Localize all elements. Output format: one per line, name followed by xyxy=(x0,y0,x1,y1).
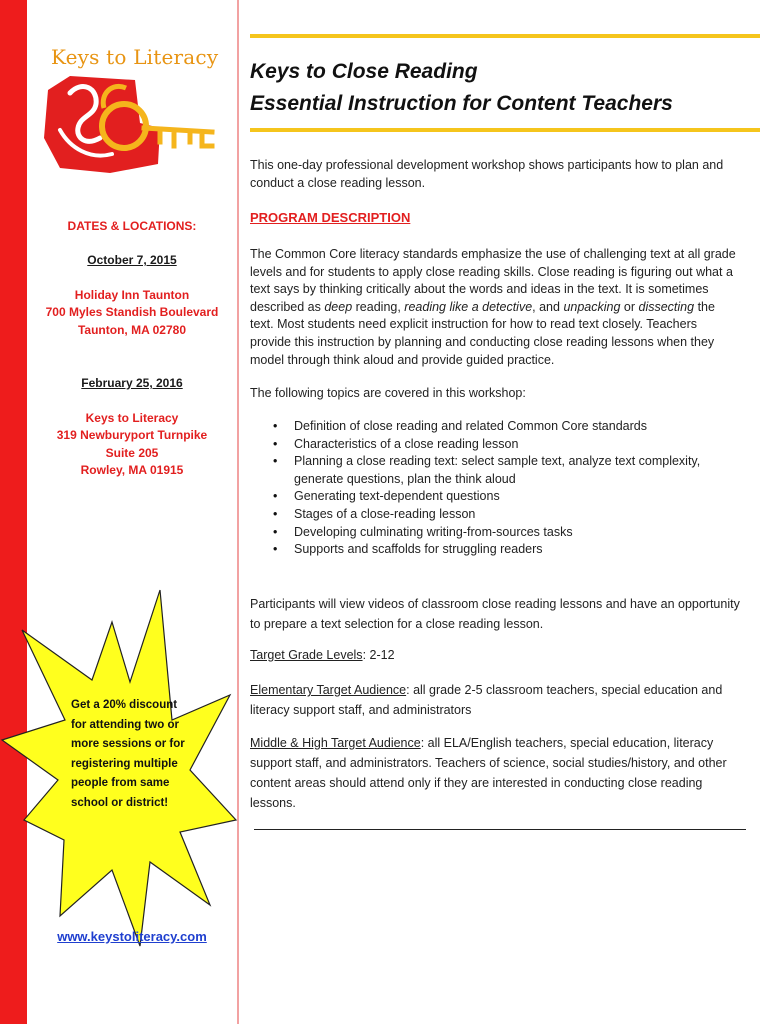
discount-line-1: Get a 20% discount xyxy=(71,699,178,711)
list-item: • Definition of close reading and related Common Core standards xyxy=(294,418,720,436)
target-grade-levels xyxy=(250,647,740,665)
intro-text: This one-day professional development workshop shows participants how to plan and conduct a close reading lesson. xyxy=(250,158,724,190)
middle-label: Middle & High Target Audience xyxy=(250,736,421,750)
header-top-rule xyxy=(250,34,760,38)
program-para-italic: deep xyxy=(324,299,353,314)
topics-list-container xyxy=(250,418,720,559)
elementary-text: : all grade 2-5 classroom teachers, special education and literacy support staff, and administrators xyxy=(250,683,723,717)
program-para-part: the text. Most students need explicit instruction for how to read text closely. Teachers provide this instruction by planning and conducting close reading lessons when they model through think aloud and provide guided practice. xyxy=(250,299,715,367)
program-para-part: or xyxy=(620,299,639,314)
discount-line-4: registering multiple xyxy=(71,757,178,770)
list-item: • Generating text-dependent questions xyxy=(294,488,720,506)
event-1-city: Taunton, MA 02780 xyxy=(77,322,187,337)
logo xyxy=(40,38,220,178)
event-2-date: February 25, 2016 xyxy=(81,376,183,390)
bottom-divider xyxy=(254,829,746,830)
discount-line-2: for attending two or xyxy=(71,718,179,731)
topics-intro: The following topics are covered in this workshop: xyxy=(250,386,526,400)
event-2-city: Rowley, MA 01915 xyxy=(80,463,184,477)
elementary-label: Elementary Target Audience xyxy=(250,683,407,697)
website-link[interactable]: www.keystoliteracy.com xyxy=(57,929,207,944)
list-item: • Planning a close reading text: select sample text, analyze text complexity, generate questions, plan the think aloud xyxy=(294,453,720,488)
dates-heading: DATES & LOCATIONS: xyxy=(67,219,197,233)
discount-line-3: more sessions or for xyxy=(71,738,185,750)
discount-line-5: people from same xyxy=(71,777,170,789)
event-1-venue: Holiday Inn Taunton xyxy=(74,287,190,302)
list-item: • Characteristics of a close reading lesson xyxy=(294,436,720,454)
list-item: • Developing culminating writing-from-sources tasks xyxy=(294,524,720,542)
program-para-part: The Common Core literacy standards emphasize the use of challenging text at all grade levels and for students to apply close reading skills. Close reading is figuring out what a text says by thinking critically about the words and ideas in the text. It is sometimes described as xyxy=(250,247,736,314)
header-bottom-rule xyxy=(250,128,760,132)
event-1-street: 700 Myles Standish Boulevard xyxy=(45,305,219,319)
elementary-audience xyxy=(250,680,740,720)
title-line-2: Essential Instruction for Content Teachers xyxy=(250,92,673,115)
event-2-venue: Keys to Literacy xyxy=(85,410,179,425)
list-item: • Stages of a close-reading lesson xyxy=(294,506,720,524)
logo-key-hand-icon xyxy=(40,68,220,178)
program-para-part: , and xyxy=(532,299,564,314)
program-para-italic: dissecting xyxy=(638,299,695,314)
program-para-part: reading, xyxy=(352,299,405,314)
title-line-1: Keys to Close Reading xyxy=(250,60,478,83)
program-para-italic: unpacking xyxy=(563,299,621,314)
middle-text: : all ELA/English teachers, special education, literacy support staff, and administrators. Teachers of science, social studies/history, and other content areas should attend only if they are interested in conducting close reading lessons. xyxy=(250,736,727,810)
event-2 xyxy=(27,375,237,480)
program-heading xyxy=(250,209,740,228)
page-title xyxy=(250,56,673,120)
event-2-street: 319 Newburyport Turnpike xyxy=(56,428,208,442)
program-para-italic: reading like a detective xyxy=(404,299,533,314)
discount-callout xyxy=(71,696,196,813)
program-heading-text: PROGRAM DESCRIPTION xyxy=(250,210,411,225)
event-1-date: October 7, 2015 xyxy=(87,253,177,267)
topics-list xyxy=(250,418,720,559)
event-1 xyxy=(27,252,237,339)
logo-text: Keys to Literacy xyxy=(51,45,219,69)
middle-high-audience xyxy=(250,733,740,813)
event-2-suite: Suite 205 xyxy=(105,445,159,460)
list-item: • Supports and scaffolds for struggling readers xyxy=(294,541,720,559)
target-value: : 2-12 xyxy=(362,648,395,662)
target-label: Target Grade Levels xyxy=(250,648,363,662)
program-paragraph xyxy=(250,246,740,369)
discount-line-6: school or district! xyxy=(71,796,169,809)
videos-text: Participants will view videos of classroom close reading lessons and have an opportunity to prepare a text selection for a close reading lesson. xyxy=(250,597,740,631)
